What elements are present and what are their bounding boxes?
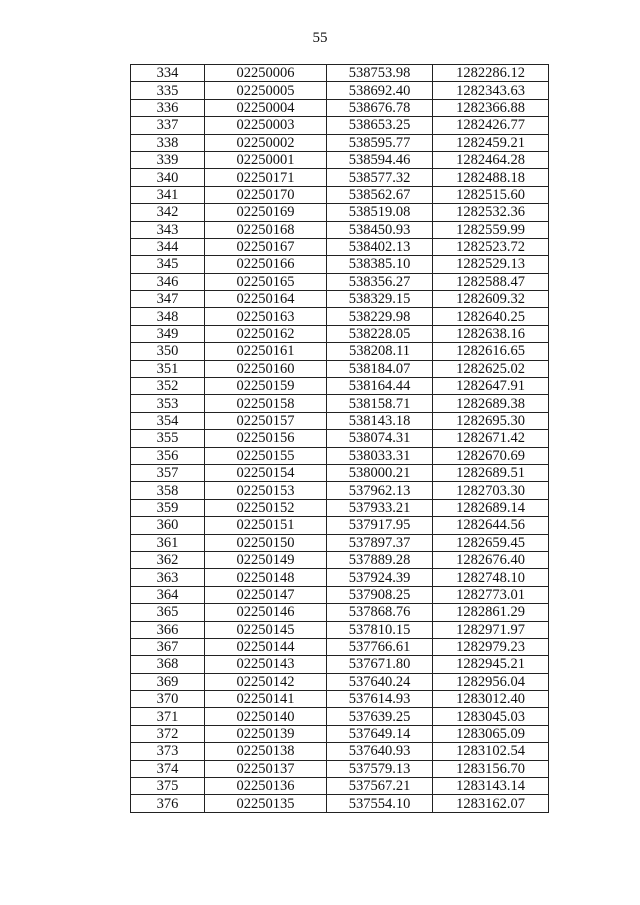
y-coordinate-cell: 1282956.04 (433, 673, 549, 690)
point-code-cell: 02250006 (205, 65, 327, 82)
row-number-cell: 355 (131, 430, 205, 447)
row-number-cell: 352 (131, 378, 205, 395)
row-number-cell: 335 (131, 82, 205, 99)
point-code-cell: 02250162 (205, 325, 327, 342)
row-number-cell: 371 (131, 708, 205, 725)
y-coordinate-cell: 1282773.01 (433, 586, 549, 603)
table-row (131, 534, 549, 551)
y-coordinate-cell: 1282695.30 (433, 412, 549, 429)
x-coordinate-cell: 537579.13 (327, 760, 433, 777)
y-coordinate-cell: 1283012.40 (433, 691, 549, 708)
row-number-cell: 358 (131, 482, 205, 499)
x-coordinate-cell: 538033.31 (327, 447, 433, 464)
row-number-cell: 350 (131, 343, 205, 360)
point-code-cell: 02250142 (205, 673, 327, 690)
row-number-cell: 342 (131, 204, 205, 221)
row-number-cell: 366 (131, 621, 205, 638)
y-coordinate-cell: 1282647.91 (433, 378, 549, 395)
table-row (131, 82, 549, 99)
row-number-cell: 372 (131, 725, 205, 742)
row-number-cell: 368 (131, 656, 205, 673)
y-coordinate-cell: 1282616.65 (433, 343, 549, 360)
y-coordinate-cell: 1282343.63 (433, 82, 549, 99)
table-row (131, 551, 549, 568)
point-code-cell: 02250164 (205, 291, 327, 308)
y-coordinate-cell: 1282625.02 (433, 360, 549, 377)
table-row (131, 186, 549, 203)
point-code-cell: 02250002 (205, 134, 327, 151)
point-code-cell: 02250141 (205, 691, 327, 708)
y-coordinate-cell: 1282979.23 (433, 638, 549, 655)
y-coordinate-cell: 1283162.07 (433, 795, 549, 812)
y-coordinate-cell: 1282609.32 (433, 291, 549, 308)
y-coordinate-cell: 1283143.14 (433, 778, 549, 795)
row-number-cell: 362 (131, 551, 205, 568)
row-number-cell: 356 (131, 447, 205, 464)
table-row (131, 291, 549, 308)
x-coordinate-cell: 537640.93 (327, 743, 433, 760)
row-number-cell: 339 (131, 151, 205, 168)
x-coordinate-cell: 537933.21 (327, 499, 433, 516)
y-coordinate-cell: 1282689.14 (433, 499, 549, 516)
point-code-cell: 02250159 (205, 378, 327, 395)
x-coordinate-cell: 538562.67 (327, 186, 433, 203)
row-number-cell: 345 (131, 256, 205, 273)
row-number-cell: 361 (131, 534, 205, 551)
point-code-cell: 02250154 (205, 464, 327, 481)
table-row (131, 151, 549, 168)
point-code-cell: 02250157 (205, 412, 327, 429)
point-code-cell: 02250153 (205, 482, 327, 499)
row-number-cell: 373 (131, 743, 205, 760)
point-code-cell: 02250160 (205, 360, 327, 377)
y-coordinate-cell: 1282515.60 (433, 186, 549, 203)
point-code-cell: 02250170 (205, 186, 327, 203)
row-number-cell: 375 (131, 778, 205, 795)
row-number-cell: 341 (131, 186, 205, 203)
x-coordinate-cell: 538229.98 (327, 308, 433, 325)
x-coordinate-cell: 538158.71 (327, 395, 433, 412)
y-coordinate-cell: 1282670.69 (433, 447, 549, 464)
y-coordinate-cell: 1282703.30 (433, 482, 549, 499)
row-number-cell: 354 (131, 412, 205, 429)
x-coordinate-cell: 537868.76 (327, 604, 433, 621)
table-row (131, 378, 549, 395)
coordinates-table (130, 64, 549, 813)
x-coordinate-cell: 537897.37 (327, 534, 433, 551)
x-coordinate-cell: 538402.13 (327, 238, 433, 255)
x-coordinate-cell: 538653.25 (327, 117, 433, 134)
point-code-cell: 02250163 (205, 308, 327, 325)
x-coordinate-cell: 537554.10 (327, 795, 433, 812)
x-coordinate-cell: 537640.24 (327, 673, 433, 690)
table-row (131, 743, 549, 760)
table-row (131, 360, 549, 377)
table-row (131, 256, 549, 273)
point-code-cell: 02250138 (205, 743, 327, 760)
x-coordinate-cell: 537924.39 (327, 569, 433, 586)
table-row (131, 778, 549, 795)
y-coordinate-cell: 1282426.77 (433, 117, 549, 134)
page-number: 55 (312, 30, 328, 46)
row-number-cell: 367 (131, 638, 205, 655)
y-coordinate-cell: 1282689.51 (433, 464, 549, 481)
x-coordinate-cell: 538000.21 (327, 464, 433, 481)
y-coordinate-cell: 1282971.97 (433, 621, 549, 638)
table-row (131, 117, 549, 134)
x-coordinate-cell: 538594.46 (327, 151, 433, 168)
y-coordinate-cell: 1282640.25 (433, 308, 549, 325)
x-coordinate-cell: 538074.31 (327, 430, 433, 447)
coordinates-table-body (131, 65, 549, 813)
x-coordinate-cell: 538208.11 (327, 343, 433, 360)
y-coordinate-cell: 1283065.09 (433, 725, 549, 742)
table-row (131, 499, 549, 516)
y-coordinate-cell: 1282659.45 (433, 534, 549, 551)
table-row (131, 708, 549, 725)
row-number-cell: 357 (131, 464, 205, 481)
row-number-cell: 348 (131, 308, 205, 325)
y-coordinate-cell: 1283156.70 (433, 760, 549, 777)
x-coordinate-cell: 537614.93 (327, 691, 433, 708)
table-row (131, 725, 549, 742)
row-number-cell: 360 (131, 517, 205, 534)
x-coordinate-cell: 537671.80 (327, 656, 433, 673)
y-coordinate-cell: 1282464.28 (433, 151, 549, 168)
table-row (131, 638, 549, 655)
point-code-cell: 02250165 (205, 273, 327, 290)
point-code-cell: 02250155 (205, 447, 327, 464)
x-coordinate-cell: 538385.10 (327, 256, 433, 273)
x-coordinate-cell: 538164.44 (327, 378, 433, 395)
row-number-cell: 359 (131, 499, 205, 516)
row-number-cell: 344 (131, 238, 205, 255)
table-row (131, 760, 549, 777)
row-number-cell: 353 (131, 395, 205, 412)
table-row (131, 412, 549, 429)
point-code-cell: 02250149 (205, 551, 327, 568)
point-code-cell: 02250005 (205, 82, 327, 99)
point-code-cell: 02250166 (205, 256, 327, 273)
x-coordinate-cell: 538753.98 (327, 65, 433, 82)
point-code-cell: 02250136 (205, 778, 327, 795)
table-row (131, 221, 549, 238)
x-coordinate-cell: 537908.25 (327, 586, 433, 603)
table-row (131, 482, 549, 499)
table-row (131, 430, 549, 447)
row-number-cell: 369 (131, 673, 205, 690)
table-row (131, 343, 549, 360)
x-coordinate-cell: 538356.27 (327, 273, 433, 290)
point-code-cell: 02250167 (205, 238, 327, 255)
row-number-cell: 343 (131, 221, 205, 238)
row-number-cell: 351 (131, 360, 205, 377)
point-code-cell: 02250003 (205, 117, 327, 134)
x-coordinate-cell: 538329.15 (327, 291, 433, 308)
point-code-cell: 02250158 (205, 395, 327, 412)
point-code-cell: 02250145 (205, 621, 327, 638)
table-row (131, 569, 549, 586)
x-coordinate-cell: 537639.25 (327, 708, 433, 725)
point-code-cell: 02250144 (205, 638, 327, 655)
x-coordinate-cell: 537962.13 (327, 482, 433, 499)
table-row (131, 204, 549, 221)
point-code-cell: 02250135 (205, 795, 327, 812)
y-coordinate-cell: 1282588.47 (433, 273, 549, 290)
point-code-cell: 02250143 (205, 656, 327, 673)
x-coordinate-cell: 538692.40 (327, 82, 433, 99)
table-row (131, 621, 549, 638)
table-row (131, 134, 549, 151)
table-row (131, 395, 549, 412)
point-code-cell: 02250156 (205, 430, 327, 447)
row-number-cell: 374 (131, 760, 205, 777)
point-code-cell: 02250137 (205, 760, 327, 777)
table-row (131, 517, 549, 534)
point-code-cell: 02250161 (205, 343, 327, 360)
y-coordinate-cell: 1283102.54 (433, 743, 549, 760)
row-number-cell: 364 (131, 586, 205, 603)
point-code-cell: 02250146 (205, 604, 327, 621)
y-coordinate-cell: 1282638.16 (433, 325, 549, 342)
y-coordinate-cell: 1282671.42 (433, 430, 549, 447)
y-coordinate-cell: 1282945.21 (433, 656, 549, 673)
y-coordinate-cell: 1282286.12 (433, 65, 549, 82)
row-number-cell: 376 (131, 795, 205, 812)
x-coordinate-cell: 538228.05 (327, 325, 433, 342)
table-row (131, 99, 549, 116)
row-number-cell: 365 (131, 604, 205, 621)
y-coordinate-cell: 1282532.36 (433, 204, 549, 221)
x-coordinate-cell: 538676.78 (327, 99, 433, 116)
x-coordinate-cell: 537917.95 (327, 517, 433, 534)
table-row (131, 273, 549, 290)
y-coordinate-cell: 1282861.29 (433, 604, 549, 621)
table-row (131, 691, 549, 708)
row-number-cell: 363 (131, 569, 205, 586)
point-code-cell: 02250151 (205, 517, 327, 534)
point-code-cell: 02250147 (205, 586, 327, 603)
point-code-cell: 02250004 (205, 99, 327, 116)
x-coordinate-cell: 537810.15 (327, 621, 433, 638)
y-coordinate-cell: 1283045.03 (433, 708, 549, 725)
row-number-cell: 336 (131, 99, 205, 116)
x-coordinate-cell: 537649.14 (327, 725, 433, 742)
row-number-cell: 349 (131, 325, 205, 342)
y-coordinate-cell: 1282459.21 (433, 134, 549, 151)
row-number-cell: 337 (131, 117, 205, 134)
table-row (131, 169, 549, 186)
table-row (131, 308, 549, 325)
row-number-cell: 347 (131, 291, 205, 308)
x-coordinate-cell: 538519.08 (327, 204, 433, 221)
point-code-cell: 02250001 (205, 151, 327, 168)
table-row (131, 586, 549, 603)
table-row (131, 325, 549, 342)
y-coordinate-cell: 1282644.56 (433, 517, 549, 534)
table-row (131, 238, 549, 255)
table-row (131, 464, 549, 481)
point-code-cell: 02250168 (205, 221, 327, 238)
table-row (131, 795, 549, 812)
x-coordinate-cell: 537766.61 (327, 638, 433, 655)
point-code-cell: 02250152 (205, 499, 327, 516)
x-coordinate-cell: 537567.21 (327, 778, 433, 795)
point-code-cell: 02250148 (205, 569, 327, 586)
y-coordinate-cell: 1282559.99 (433, 221, 549, 238)
y-coordinate-cell: 1282748.10 (433, 569, 549, 586)
x-coordinate-cell: 538595.77 (327, 134, 433, 151)
row-number-cell: 346 (131, 273, 205, 290)
y-coordinate-cell: 1282676.40 (433, 551, 549, 568)
y-coordinate-cell: 1282689.38 (433, 395, 549, 412)
point-code-cell: 02250171 (205, 169, 327, 186)
row-number-cell: 338 (131, 134, 205, 151)
table-row (131, 604, 549, 621)
point-code-cell: 02250150 (205, 534, 327, 551)
table-row (131, 447, 549, 464)
table-row (131, 656, 549, 673)
row-number-cell: 334 (131, 65, 205, 82)
point-code-cell: 02250169 (205, 204, 327, 221)
x-coordinate-cell: 538450.93 (327, 221, 433, 238)
point-code-cell: 02250139 (205, 725, 327, 742)
point-code-cell: 02250140 (205, 708, 327, 725)
table-row (131, 673, 549, 690)
x-coordinate-cell: 537889.28 (327, 551, 433, 568)
row-number-cell: 340 (131, 169, 205, 186)
row-number-cell: 370 (131, 691, 205, 708)
x-coordinate-cell: 538577.32 (327, 169, 433, 186)
y-coordinate-cell: 1282488.18 (433, 169, 549, 186)
x-coordinate-cell: 538184.07 (327, 360, 433, 377)
y-coordinate-cell: 1282523.72 (433, 238, 549, 255)
y-coordinate-cell: 1282529.13 (433, 256, 549, 273)
table-row (131, 65, 549, 82)
x-coordinate-cell: 538143.18 (327, 412, 433, 429)
y-coordinate-cell: 1282366.88 (433, 99, 549, 116)
